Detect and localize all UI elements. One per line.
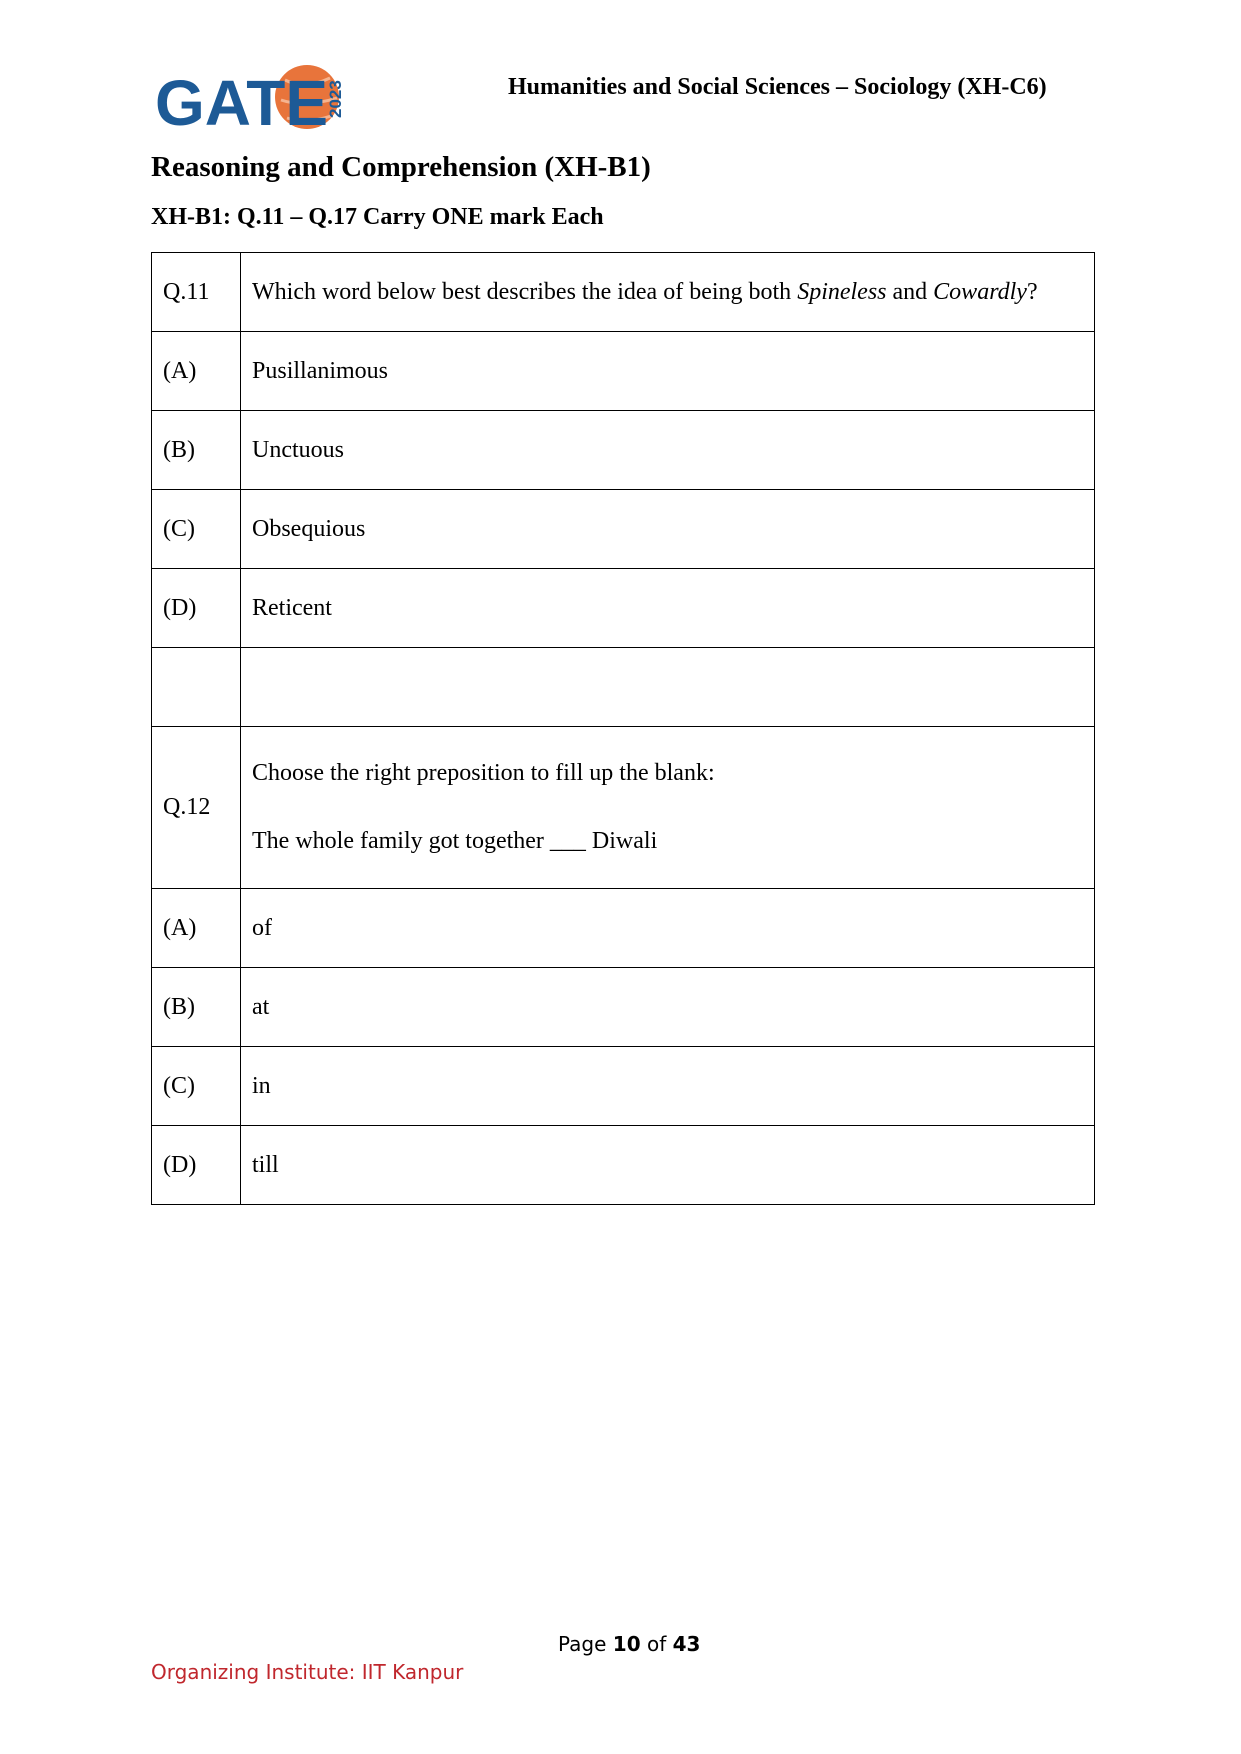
option-text: Pusillanimous bbox=[241, 332, 1095, 411]
question-sentence: The whole family got together ___ Diwali bbox=[252, 828, 658, 854]
option-label: (A) bbox=[152, 332, 241, 411]
question-row bbox=[152, 253, 1095, 332]
organizing-institute: Organizing Institute: IIT Kanpur bbox=[151, 1660, 464, 1684]
option-row bbox=[152, 490, 1095, 569]
option-text: Reticent bbox=[241, 569, 1095, 648]
gate-2023-logo bbox=[155, 60, 355, 140]
option-row bbox=[152, 411, 1095, 490]
option-row bbox=[152, 1047, 1095, 1126]
option-label: (C) bbox=[152, 490, 241, 569]
option-text: at bbox=[241, 968, 1095, 1047]
paper-title: Humanities and Social Sciences – Sociology (XH-C6) bbox=[508, 74, 1047, 100]
page-number: Page 10 of 43 bbox=[558, 1632, 701, 1656]
option-label: (A) bbox=[152, 889, 241, 968]
option-text: Obsequious bbox=[241, 490, 1095, 569]
question-prompt: Choose the right preposition to fill up the blank: bbox=[252, 760, 715, 786]
option-row bbox=[152, 569, 1095, 648]
section-title: Reasoning and Comprehension (XH-B1) bbox=[151, 151, 651, 183]
spacer-row bbox=[152, 648, 1095, 727]
option-row bbox=[152, 968, 1095, 1047]
option-label: (B) bbox=[152, 411, 241, 490]
option-text: till bbox=[241, 1126, 1095, 1205]
logo-text: GATE bbox=[155, 67, 329, 139]
question-row bbox=[152, 727, 1095, 889]
option-label: (D) bbox=[152, 1126, 241, 1205]
option-label: (D) bbox=[152, 569, 241, 648]
option-label: (C) bbox=[152, 1047, 241, 1126]
question-number: Q.12 bbox=[152, 727, 241, 889]
option-text: Unctuous bbox=[241, 411, 1095, 490]
option-label: (B) bbox=[152, 968, 241, 1047]
option-row bbox=[152, 1126, 1095, 1205]
question-number: Q.11 bbox=[152, 253, 241, 332]
question-text bbox=[241, 727, 1095, 889]
option-text: in bbox=[241, 1047, 1095, 1126]
questions-table bbox=[151, 252, 1095, 1205]
section-subtitle: XH-B1: Q.11 – Q.17 Carry ONE mark Each bbox=[151, 204, 604, 230]
logo-year: 2023 bbox=[326, 80, 345, 118]
option-row bbox=[152, 332, 1095, 411]
option-row bbox=[152, 889, 1095, 968]
option-text: of bbox=[241, 889, 1095, 968]
question-text: Which word below best describes the idea of being both Spineless and Cowardly? bbox=[241, 253, 1095, 332]
